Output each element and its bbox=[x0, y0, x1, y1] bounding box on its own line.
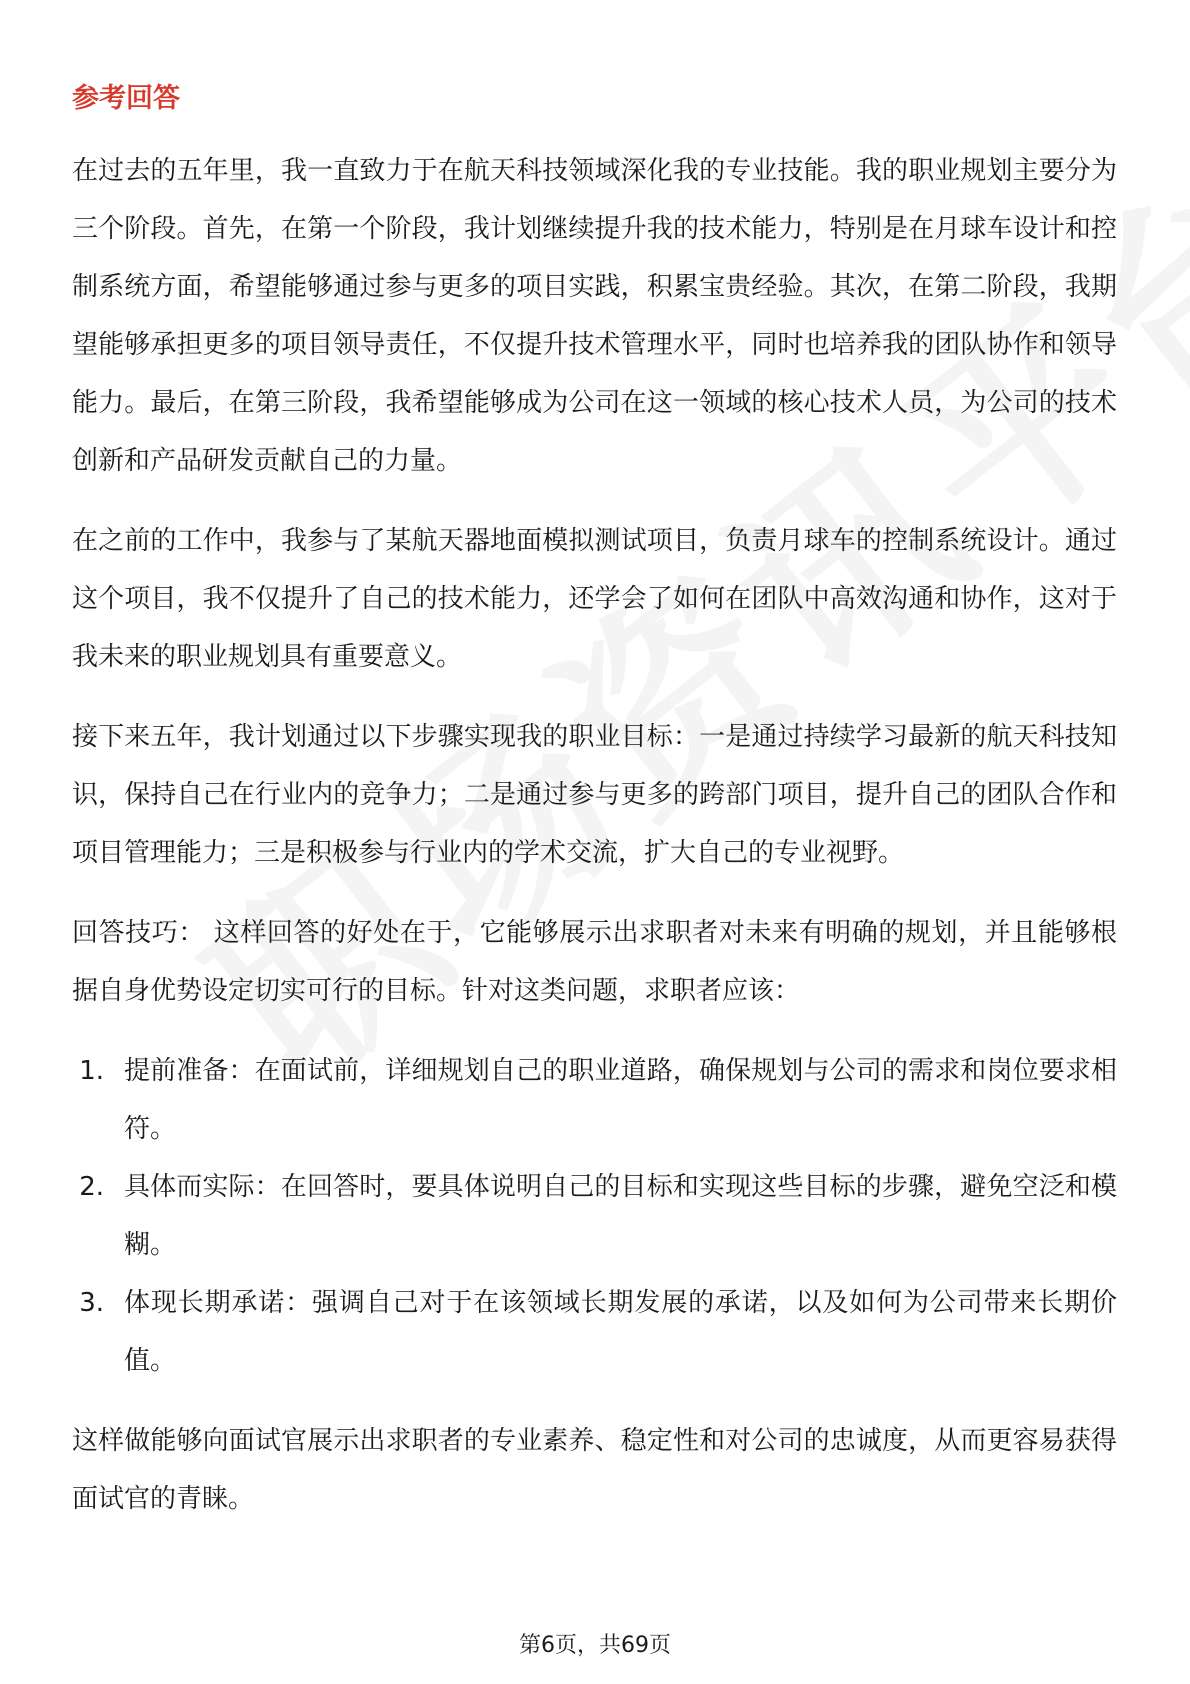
tips-intro-paragraph: 回答技巧： 这样回答的好处在于，它能够展示出求职者对未来有明确的规划，并且能够根据自身优势设定切实可行的目标。针对这类问题，求职者应该： bbox=[72, 917, 1117, 1006]
list-item-number: 3. bbox=[79, 1287, 104, 1318]
list-item-number: 1. bbox=[79, 1055, 104, 1086]
closing-paragraph: 这样做能够向面试官展示出求职者的专业素养、稳定性和对公司的忠诚度，从而更容易获得面试官的青睐。 bbox=[72, 1425, 1117, 1514]
answer-paragraph-2: 在之前的工作中，我参与了某航天器地面模拟测试项目，负责月球车的控制系统设计。通过这个项目，我不仅提升了自己的技术能力，还学会了如何在团队中高效沟通和协作，这对于我未来的职业规划具有重要意义。 bbox=[72, 525, 1117, 672]
tips-list bbox=[72, 1042, 1117, 1390]
answer-paragraph-1: 在过去的五年里，我一直致力于在航天科技领域深化我的专业技能。我的职业规划主要分为三个阶段。首先，在第一个阶段，我计划继续提升我的技术能力，特别是在月球车设计和控制系统方面，希望能够通过参与更多的项目实践，积累宝贵经验。其次，在第二阶段，我期望能够承担更多的项目领导责任，不仅提升技术管理水平，同时也培养我的团队协作和领导能力。最后，在第三阶段，我希望能够成为公司在这一领域的核心技术人员，为公司的技术创新和产品研发贡献自己的力量。 bbox=[72, 155, 1117, 476]
list-item-text: 提前准备：在面试前，详细规划自己的职业道路，确保规划与公司的需求和岗位要求相符。 bbox=[124, 1055, 1117, 1144]
list-item-text: 体现长期承诺：强调自己对于在该领域长期发展的承诺，以及如何为公司带来长期价值。 bbox=[124, 1287, 1117, 1376]
page-number: 第6页，共69页 bbox=[519, 1633, 671, 1658]
list-item-text: 具体而实际：在回答时，要具体说明自己的目标和实现这些目标的步骤，避免空泛和模糊。 bbox=[124, 1171, 1117, 1260]
list-item-number: 2. bbox=[79, 1171, 104, 1202]
document-body bbox=[72, 80, 1117, 1550]
list-item bbox=[72, 1042, 1117, 1158]
answer-paragraph-3: 接下来五年，我计划通过以下步骤实现我的职业目标：一是通过持续学习最新的航天科技知识，保持自己在行业内的竞争力；二是通过参与更多的跨部门项目，提升自己的团队合作和项目管理能力；三是积极参与行业内的学术交流，扩大自己的专业视野。 bbox=[72, 721, 1117, 868]
list-item bbox=[72, 1158, 1117, 1274]
section-heading: 参考回答 bbox=[72, 83, 180, 114]
list-item bbox=[72, 1274, 1117, 1390]
